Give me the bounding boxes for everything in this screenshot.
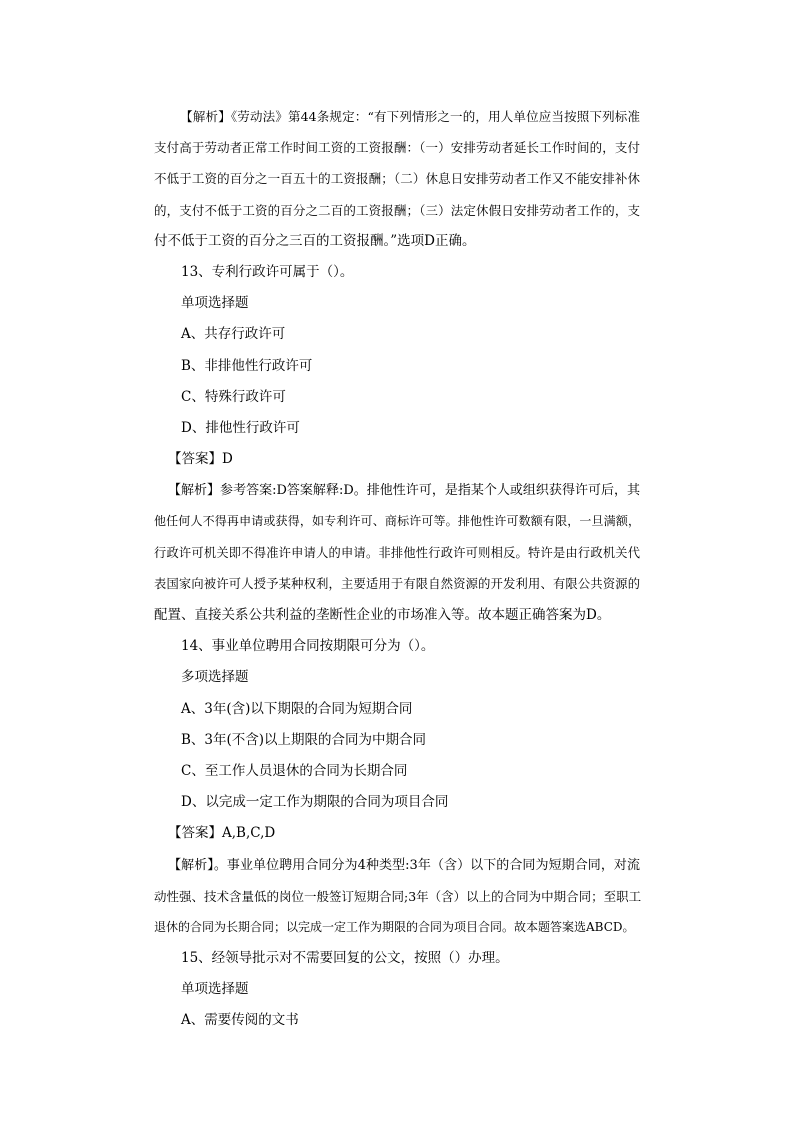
question-14-option-c: C、至工作人员退休的合同为长期合同 bbox=[181, 762, 408, 779]
question-14-option-d: D、以完成一定工作为期限的合同为项目合同 bbox=[181, 794, 449, 811]
question-13-option-a: A、共存行政许可 bbox=[181, 326, 286, 343]
analysis-line: 【解析】。事业单位聘用合同分为4种类型:3年（含）以下的合同为短期合同，对流 bbox=[168, 857, 640, 873]
document-body bbox=[154, 101, 640, 1037]
analysis-line: 【解析】《劳动法》第44条规定：“有下列情形之一的，用人单位应当按照下列标准 bbox=[180, 109, 640, 124]
question-14-analysis bbox=[154, 850, 640, 944]
analysis-line: 的，支付不低于工资的百分之二百的工资报酬；（三）法定休假日安排劳动者工作的，支 bbox=[154, 202, 640, 218]
question-13-answer: 【答案】D bbox=[168, 451, 233, 468]
question-14-stem: 14、事业单位聘用合同按期限可分为（）。 bbox=[181, 638, 435, 655]
analysis-line: 支付高于劳动者正常工作时间工资的工资报酬：（一）安排劳动者延长工作时间的，支付 bbox=[154, 140, 640, 156]
analysis-12 bbox=[154, 101, 640, 257]
question-13-stem: 13、专利行政许可属于（）。 bbox=[181, 263, 354, 280]
analysis-line: 退休的合同为长期合同；以完成一定工作为期限的合同为项目合同。故本题答案选ABCD。 bbox=[154, 919, 635, 934]
analysis-line: 行政许可机关即不得准许申请人的申请。非排他性行政许可则相反。特许是由行政机关代 bbox=[154, 545, 640, 560]
question-15-type: 单项选择题 bbox=[181, 981, 249, 998]
analysis-line: 表国家向被许可人授予某种权利，主要适用于有限自然资源的开发利用、有限公共资源的 bbox=[154, 576, 640, 591]
question-13-option-d: D、排他性行政许可 bbox=[181, 419, 300, 436]
analysis-line: 动性强、技术含量低的岗位一般签订短期合同;3年（含）以上的合同为中期合同；至职工 bbox=[154, 888, 642, 904]
analysis-line: 配置、直接关系公共利益的垄断性企业的市场准入等。故本题正确答案为D。 bbox=[154, 607, 611, 623]
question-14-option-b: B、3年(不含)以上期限的合同为中期合同 bbox=[181, 731, 427, 748]
question-13-analysis bbox=[154, 475, 640, 631]
analysis-line: 他任何人不得再申请或获得，如专利许可、商标许可等。排他性许可数额有限，一旦满额， bbox=[154, 514, 640, 529]
question-14-option-a: A、3年(含)以下期限的合同为短期合同 bbox=[181, 700, 413, 717]
question-15-option-a: A、需要传阅的文书 bbox=[181, 1012, 299, 1029]
question-15-stem: 15、经领导批示对不需要回复的公文，按照（）办理。 bbox=[181, 950, 509, 967]
analysis-line: 不低于工资的百分之一百五十的工资报酬；（二）休息日安排劳动者工作又不能安排补休 bbox=[154, 171, 640, 187]
question-14-answer: 【答案】A,B,C,D bbox=[168, 825, 276, 842]
question-13-type: 单项选择题 bbox=[181, 295, 249, 312]
question-13-option-b: B、非排他性行政许可 bbox=[181, 357, 313, 374]
analysis-line: 付不低于工资的百分之三百的工资报酬。”选项D正确。 bbox=[154, 232, 476, 249]
question-14-type: 多项选择题 bbox=[181, 669, 249, 686]
question-13-option-c: C、特殊行政许可 bbox=[181, 388, 286, 405]
analysis-line: 【解析】参考答案:D答案解释:D。排他性许可，是指某个人或组织获得许可后，其 bbox=[168, 483, 640, 499]
